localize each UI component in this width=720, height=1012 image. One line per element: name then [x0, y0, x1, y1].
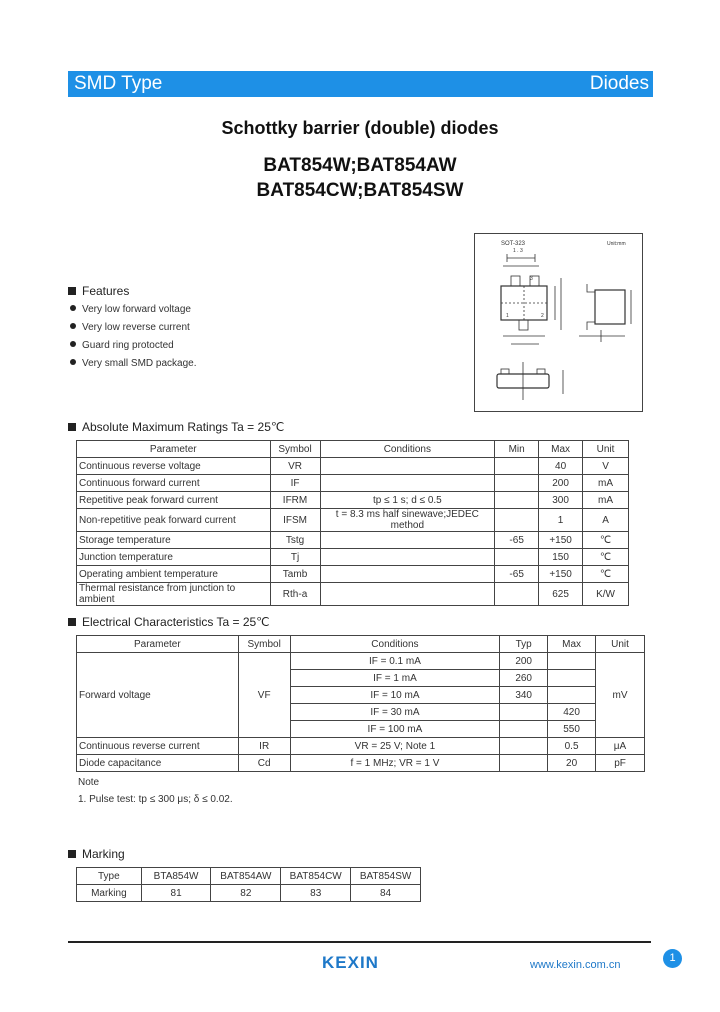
amr-heading	[68, 420, 284, 434]
table-row	[77, 458, 629, 475]
table-row	[77, 653, 645, 670]
bullet-square-icon	[68, 423, 76, 431]
table-cell	[500, 755, 548, 772]
column-header: Conditions	[290, 636, 500, 653]
bullet-square-icon	[68, 850, 76, 858]
table-cell: IR	[238, 738, 290, 755]
table-cell: IF = 10 mA	[290, 687, 500, 704]
table-cell	[500, 721, 548, 738]
table-cell: 300	[539, 492, 583, 509]
table-row	[77, 475, 629, 492]
table-cell: Junction temperature	[77, 549, 271, 566]
table-cell: pF	[596, 755, 645, 772]
table-cell: Rth-a	[270, 583, 320, 606]
table-cell: 82	[211, 885, 281, 902]
table-cell: Marking	[77, 885, 142, 902]
ec-heading	[68, 615, 270, 629]
feature-text: Very low forward voltage	[82, 304, 191, 315]
part-numbers-line1: BAT854W;BAT854AW	[263, 155, 457, 176]
table-cell: μA	[596, 738, 645, 755]
table-cell: +150	[539, 566, 583, 583]
table-cell: 340	[500, 687, 548, 704]
document-title: Schottky barrier (double) diodes	[221, 118, 499, 138]
table-row	[77, 532, 629, 549]
table-cell: Non-repetitive peak forward current	[77, 509, 271, 532]
feature-item	[70, 340, 174, 351]
table-row	[77, 583, 629, 606]
table-cell: Tamb	[270, 566, 320, 583]
table-cell: 200	[539, 475, 583, 492]
table-cell	[548, 687, 596, 704]
table-cell: BAT854SW	[351, 868, 421, 885]
table-cell: 420	[548, 704, 596, 721]
column-header: Parameter	[77, 441, 271, 458]
page-number: 1	[663, 949, 682, 968]
features-heading-text: Features	[82, 284, 130, 298]
feature-item	[70, 358, 197, 369]
column-header: Conditions	[320, 441, 495, 458]
table-cell: V	[583, 458, 629, 475]
table-cell	[495, 583, 539, 606]
table-cell: IF = 30 mA	[290, 704, 500, 721]
column-header: Unit	[596, 636, 645, 653]
absolute-maximum-ratings-table	[76, 440, 629, 606]
feature-text: Very small SMD package.	[82, 358, 197, 369]
bullet-dot-icon	[70, 341, 76, 347]
table-cell: Cd	[238, 755, 290, 772]
table-header-row	[77, 868, 421, 885]
svg-text:2: 2	[541, 313, 544, 319]
table-cell: VF	[238, 653, 290, 738]
table-cell: mV	[596, 653, 645, 738]
table-cell	[320, 583, 495, 606]
table-cell	[495, 492, 539, 509]
column-header: Max	[548, 636, 596, 653]
table-cell: 20	[548, 755, 596, 772]
table-cell: K/W	[583, 583, 629, 606]
table-cell: 40	[539, 458, 583, 475]
table-cell: 625	[539, 583, 583, 606]
table-cell: mA	[583, 492, 629, 509]
column-header: Unit	[583, 441, 629, 458]
column-header: Max	[539, 441, 583, 458]
feature-text: Very low reverse current	[82, 322, 190, 333]
table-cell	[320, 475, 495, 492]
amr-heading-text: Absolute Maximum Ratings Ta = 25℃	[82, 420, 285, 434]
footer-divider	[68, 941, 651, 943]
website-link[interactable]: www.kexin.com.cn	[530, 959, 621, 971]
table-cell: t = 8.3 ms half sinewave;JEDEC method	[320, 509, 495, 532]
banner-left-text: SMD Type	[74, 73, 163, 94]
marking-table	[76, 867, 421, 902]
table-cell: VR	[270, 458, 320, 475]
table-cell: 550	[548, 721, 596, 738]
banner-right-text: Diodes	[589, 73, 649, 94]
table-cell	[320, 458, 495, 475]
column-header: Typ	[500, 636, 548, 653]
table-cell	[495, 549, 539, 566]
table-row	[77, 509, 629, 532]
svg-text:1: 1	[506, 313, 509, 319]
table-cell: 200	[500, 653, 548, 670]
table-cell: 0.5	[548, 738, 596, 755]
table-cell: Type	[77, 868, 142, 885]
table-row	[77, 566, 629, 583]
table-cell: f = 1 MHz; VR = 1 V	[290, 755, 500, 772]
table-cell: Continuous reverse current	[77, 738, 239, 755]
column-header: Parameter	[77, 636, 239, 653]
table-cell: -65	[495, 532, 539, 549]
package-unit-label: Unit:mm	[607, 241, 626, 247]
table-cell: BTA854W	[141, 868, 211, 885]
table-cell: +150	[539, 532, 583, 549]
table-cell: A	[583, 509, 629, 532]
table-cell: IFSM	[270, 509, 320, 532]
package-name-label: SOT-323	[501, 241, 526, 247]
table-cell: 1	[539, 509, 583, 532]
table-cell: Diode capacitance	[77, 755, 239, 772]
table-cell: Repetitive peak forward current	[77, 492, 271, 509]
table-cell: 84	[351, 885, 421, 902]
table-header-row	[77, 636, 645, 653]
bullet-square-icon	[68, 287, 76, 295]
table-cell: ℃	[583, 566, 629, 583]
table-cell	[495, 475, 539, 492]
bullet-dot-icon	[70, 305, 76, 311]
feature-item	[70, 322, 190, 333]
table-cell: 81	[141, 885, 211, 902]
electrical-characteristics-table	[76, 635, 645, 772]
part-numbers-line2: BAT854CW;BAT854SW	[256, 180, 464, 201]
table-cell: BAT854CW	[281, 868, 351, 885]
marking-heading-text: Marking	[82, 847, 125, 861]
table-row	[77, 755, 645, 772]
table-cell: 150	[539, 549, 583, 566]
table-cell	[320, 532, 495, 549]
table-row	[77, 492, 629, 509]
note-text: 1. Pulse test: tp ≤ 300 μs; δ ≤ 0.02.	[78, 794, 233, 805]
bullet-square-icon	[68, 618, 76, 626]
table-row	[77, 549, 629, 566]
package-outline-graphic	[475, 234, 642, 411]
column-header: Symbol	[238, 636, 290, 653]
table-cell: Thermal resistance from junction to ambient	[77, 583, 271, 606]
table-cell: IFRM	[270, 492, 320, 509]
table-row	[77, 885, 421, 902]
table-cell	[320, 566, 495, 583]
table-cell: IF = 100 mA	[290, 721, 500, 738]
table-cell: Tj	[270, 549, 320, 566]
bullet-dot-icon	[70, 323, 76, 329]
table-cell: -65	[495, 566, 539, 583]
features-heading	[68, 284, 129, 298]
table-cell: IF = 0.1 mA	[290, 653, 500, 670]
svg-text:1 . 3: 1 . 3	[513, 248, 523, 254]
feature-text: Guard ring protocted	[82, 340, 174, 351]
svg-text:3: 3	[530, 276, 533, 282]
table-cell	[548, 653, 596, 670]
table-cell: 260	[500, 670, 548, 687]
table-cell: ℃	[583, 549, 629, 566]
company-logo: KEXIN	[322, 953, 379, 972]
table-cell: BAT854AW	[211, 868, 281, 885]
feature-item	[70, 304, 191, 315]
table-cell: 83	[281, 885, 351, 902]
table-cell	[500, 704, 548, 721]
bullet-dot-icon	[70, 359, 76, 365]
table-cell	[500, 738, 548, 755]
package-drawing	[474, 233, 643, 412]
table-cell: IF	[270, 475, 320, 492]
table-cell: Storage temperature	[77, 532, 271, 549]
table-row	[77, 738, 645, 755]
table-cell: Continuous forward current	[77, 475, 271, 492]
table-cell: Tstg	[270, 532, 320, 549]
table-cell	[320, 549, 495, 566]
column-header: Symbol	[270, 441, 320, 458]
table-cell: Continuous reverse voltage	[77, 458, 271, 475]
note-label: Note	[78, 777, 100, 788]
table-header-row	[77, 441, 629, 458]
header-banner	[68, 71, 653, 97]
table-cell	[495, 509, 539, 532]
ec-heading-text: Electrical Characteristics Ta = 25℃	[82, 615, 270, 629]
table-cell: IF = 1 mA	[290, 670, 500, 687]
table-cell: Forward voltage	[77, 653, 239, 738]
table-cell: ℃	[583, 532, 629, 549]
table-cell: Operating ambient temperature	[77, 566, 271, 583]
column-header: Min	[495, 441, 539, 458]
table-cell	[495, 458, 539, 475]
table-cell: tp ≤ 1 s; d ≤ 0.5	[320, 492, 495, 509]
table-cell	[548, 670, 596, 687]
table-cell: mA	[583, 475, 629, 492]
table-cell: VR = 25 V; Note 1	[290, 738, 500, 755]
marking-heading	[68, 847, 125, 861]
